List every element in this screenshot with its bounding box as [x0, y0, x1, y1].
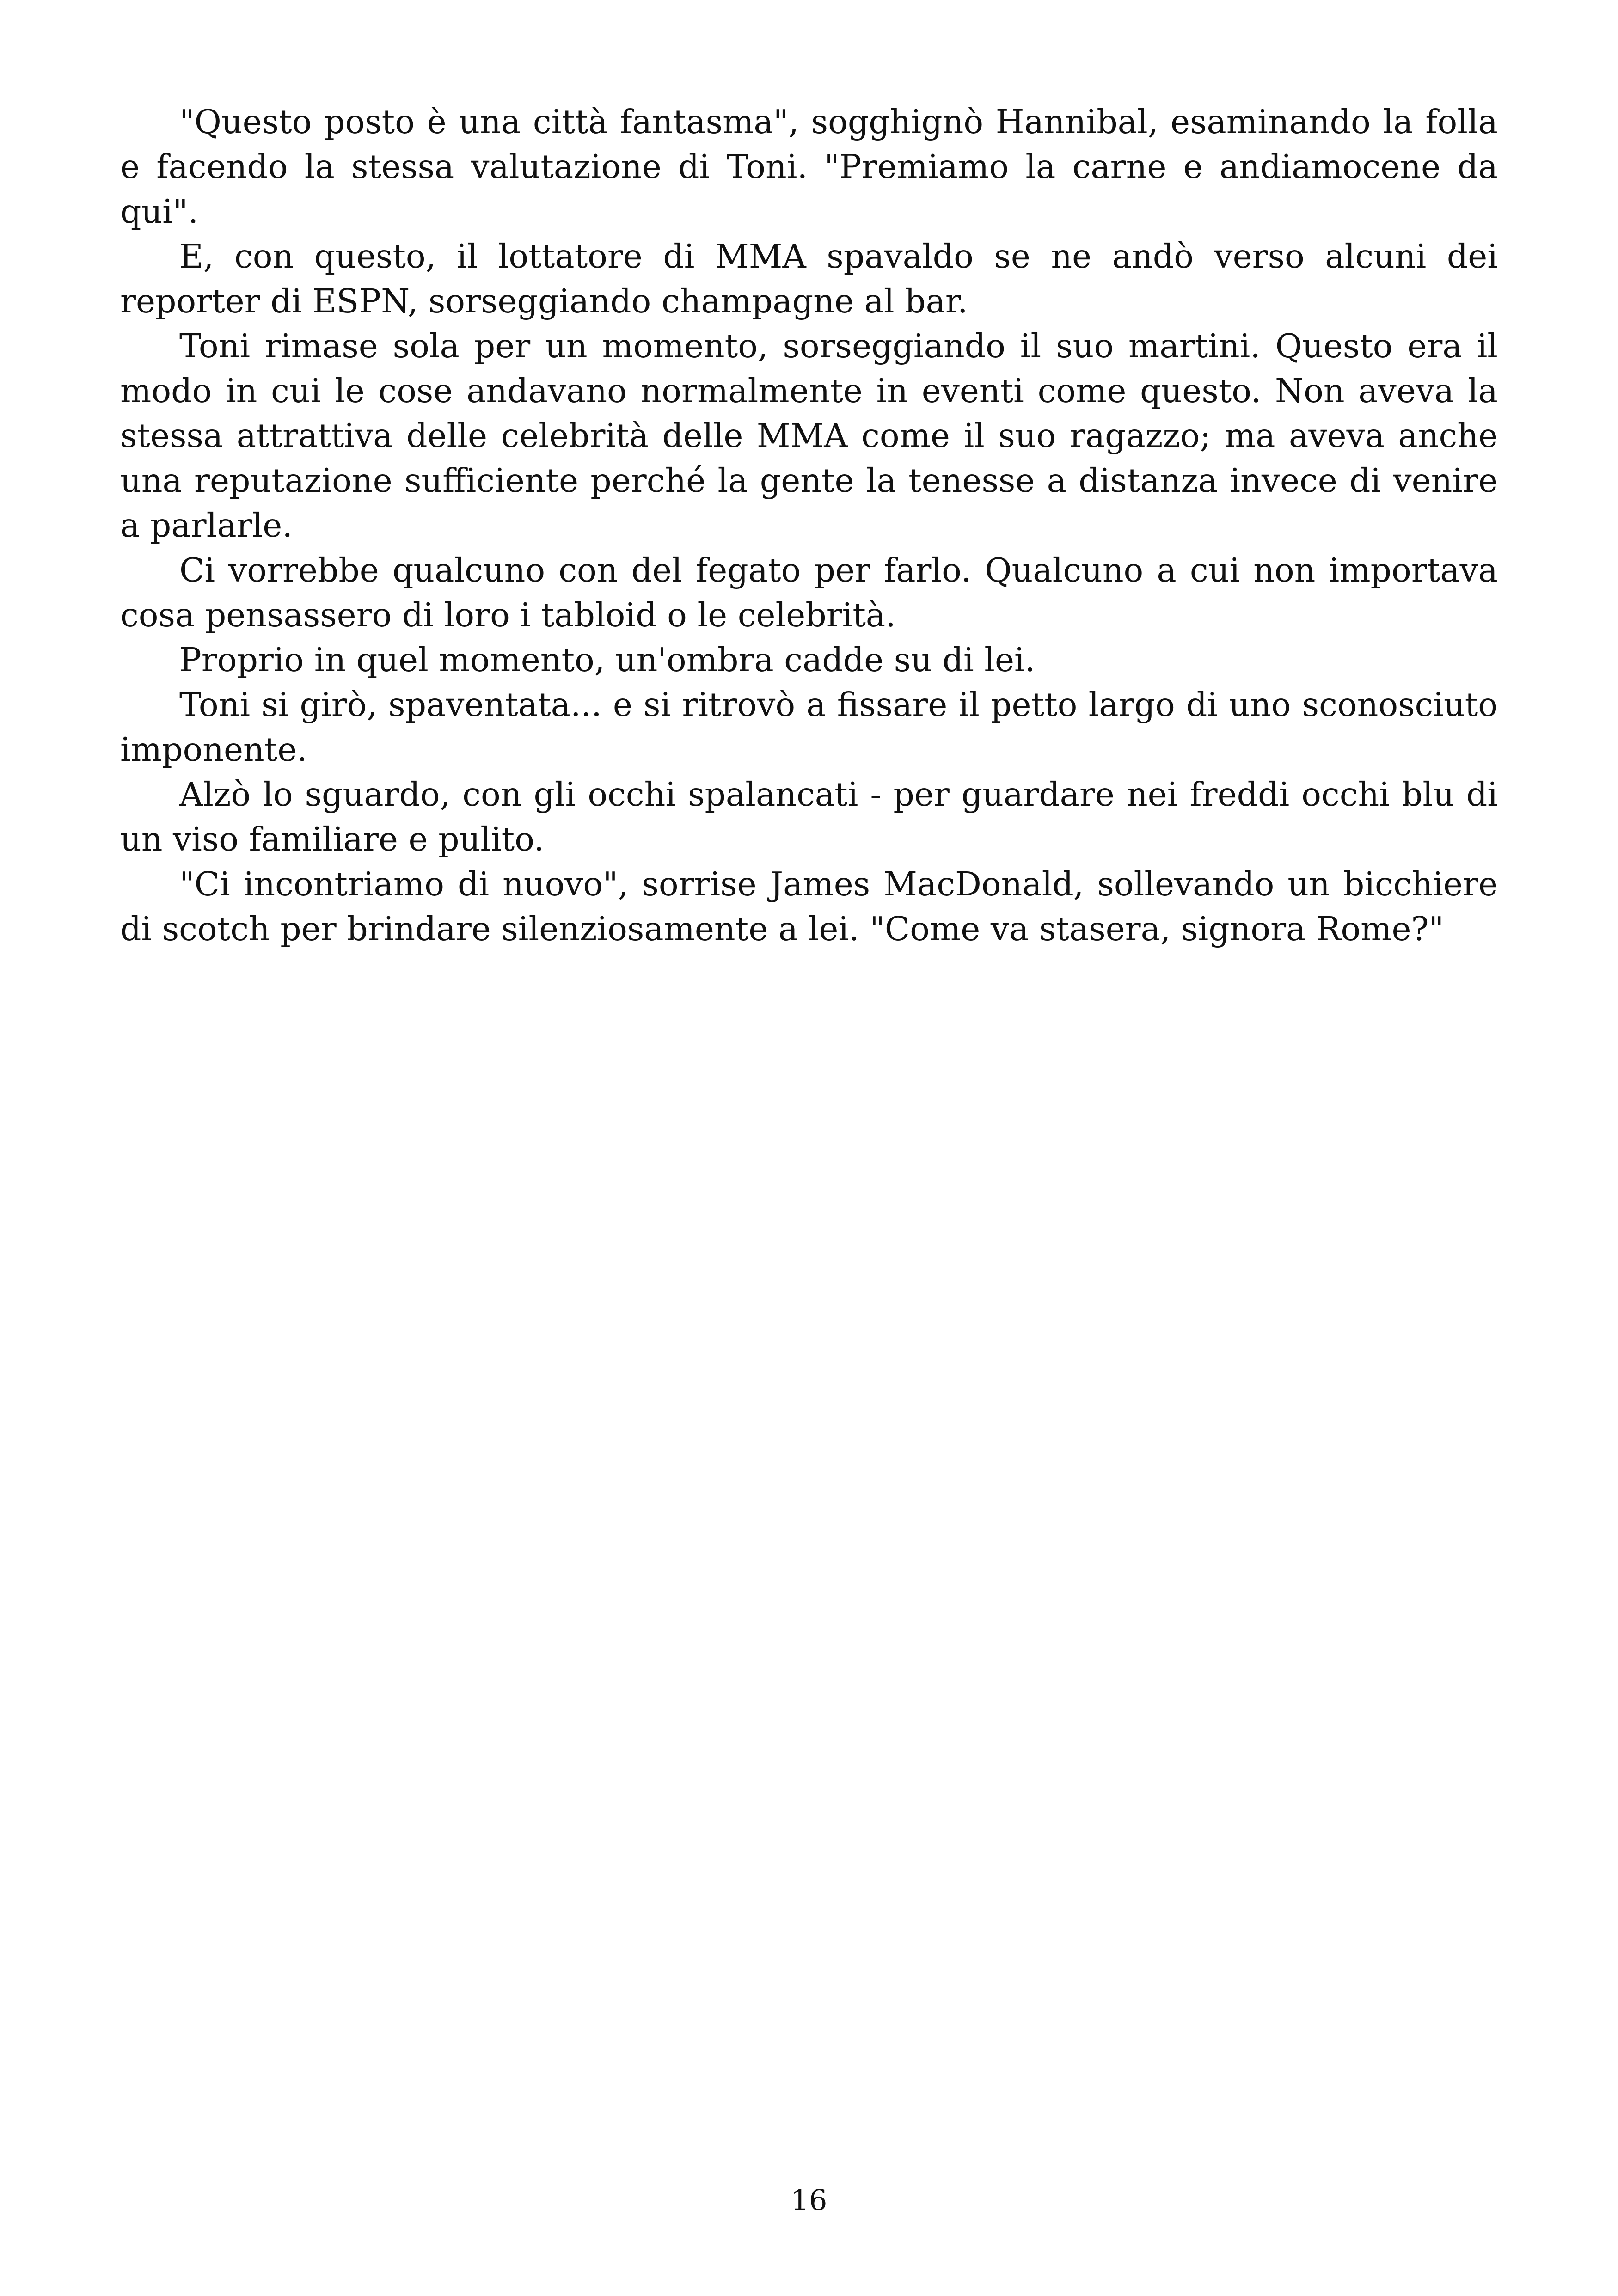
body-text	[120, 99, 1498, 951]
paragraph: Toni si girò, spaventata... e si ritrovò a fissare il petto largo di uno sconosciuto imponente.	[120, 686, 1498, 769]
paragraph: Alzò lo sguardo, con gli occhi spalancati - per guardare nei freddi occhi blu di un viso familiare e pulito.	[120, 775, 1498, 858]
paragraph: E, con questo, il lottatore di MMA spavaldo se ne andò verso alcuni dei reporter di ESPN, sorseggiando champagne al bar.	[120, 237, 1498, 320]
paragraph: Toni rimase sola per un momento, sorseggiando il suo martini. Questo era il modo in cui le cose andavano normalmente in eventi come questo. Non aveva la stessa attrattiva delle celebrità delle MMA come il suo ragazzo; ma aveva anche una reputazione sufficiente perché la gente la tenesse a distanza invece di venire a parlarle.	[120, 327, 1498, 545]
paragraph: "Questo posto è una città fantasma", sogghignò Hannibal, esaminando la folla e facendo la stessa valutazione di Toni. "Premiamo la carne e andiamocene da qui".	[120, 103, 1498, 231]
paragraph: Ci vorrebbe qualcuno con del fegato per farlo. Qualcuno a cui non importava cosa pensassero di loro i tabloid o le celebrità.	[120, 551, 1498, 634]
page-number: 16	[791, 2183, 827, 2217]
paragraph: "Ci incontriamo di nuovo", sorrise James MacDonald, sollevando un bicchiere di scotch per brindare silenziosamente a lei. "Come va stasera, signora Rome?"	[120, 865, 1498, 948]
paragraph: Proprio in quel momento, un'ombra cadde su di lei.	[179, 641, 1036, 679]
